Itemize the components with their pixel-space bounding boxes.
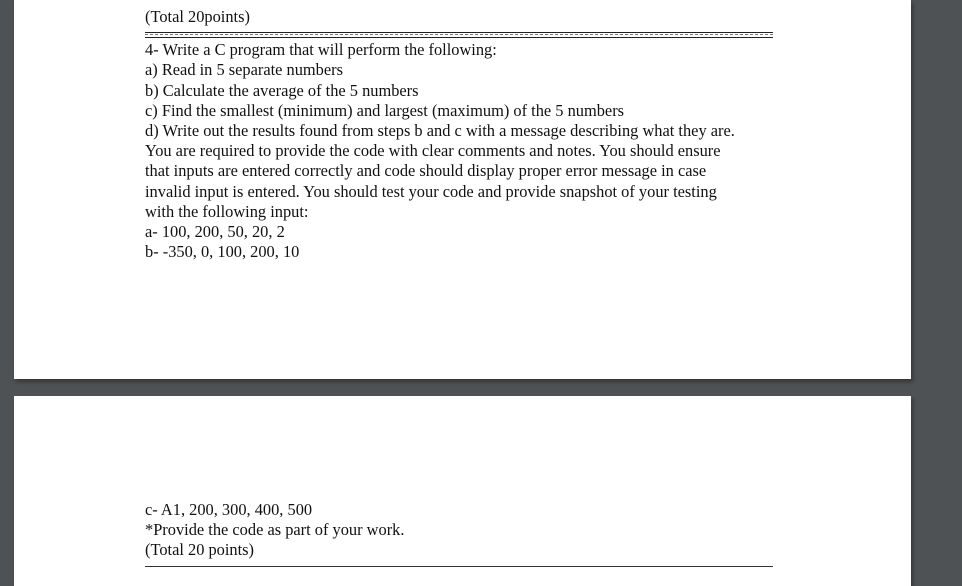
question-title: 4- Write a C program that will perform the following: [145, 40, 497, 60]
step-b: b) Calculate the average of the 5 numbers [145, 80, 419, 100]
points-footer: (Total 20 points) [145, 540, 255, 560]
instruction-line: invalid input is entered. You should test your code and provide snapshot of your testing [145, 181, 717, 201]
test-input-c: c- A1, 200, 300, 400, 500 [145, 500, 313, 519]
page-2-content [145, 500, 404, 561]
document-page-2 [14, 396, 911, 586]
code-note: *Provide the code as part of your work. [145, 520, 405, 540]
instruction-line: with the following input: [145, 201, 309, 221]
step-a: a) Read in 5 separate numbers [145, 60, 343, 80]
document-page-1 [14, 0, 911, 379]
instruction-line: You are required to provide the code with clear comments and notes. You should ensure [145, 141, 721, 161]
page-1-content [145, 7, 773, 262]
step-d: d) Write out the results found from steps b and c with a message describing what they are. [145, 120, 735, 140]
instruction-line: that inputs are entered correctly and code should display proper error message in case [145, 161, 707, 181]
bottom-rule-divider [145, 566, 773, 570]
test-input-b: b- -350, 0, 100, 200, 10 [145, 242, 300, 262]
step-c: c) Find the smallest (minimum) and largest (maximum) of the 5 numbers [145, 100, 625, 120]
points-header: (Total 20points) [145, 7, 250, 26]
test-input-a: a- 100, 200, 50, 20, 2 [145, 221, 285, 241]
double-rule-divider [145, 32, 773, 38]
